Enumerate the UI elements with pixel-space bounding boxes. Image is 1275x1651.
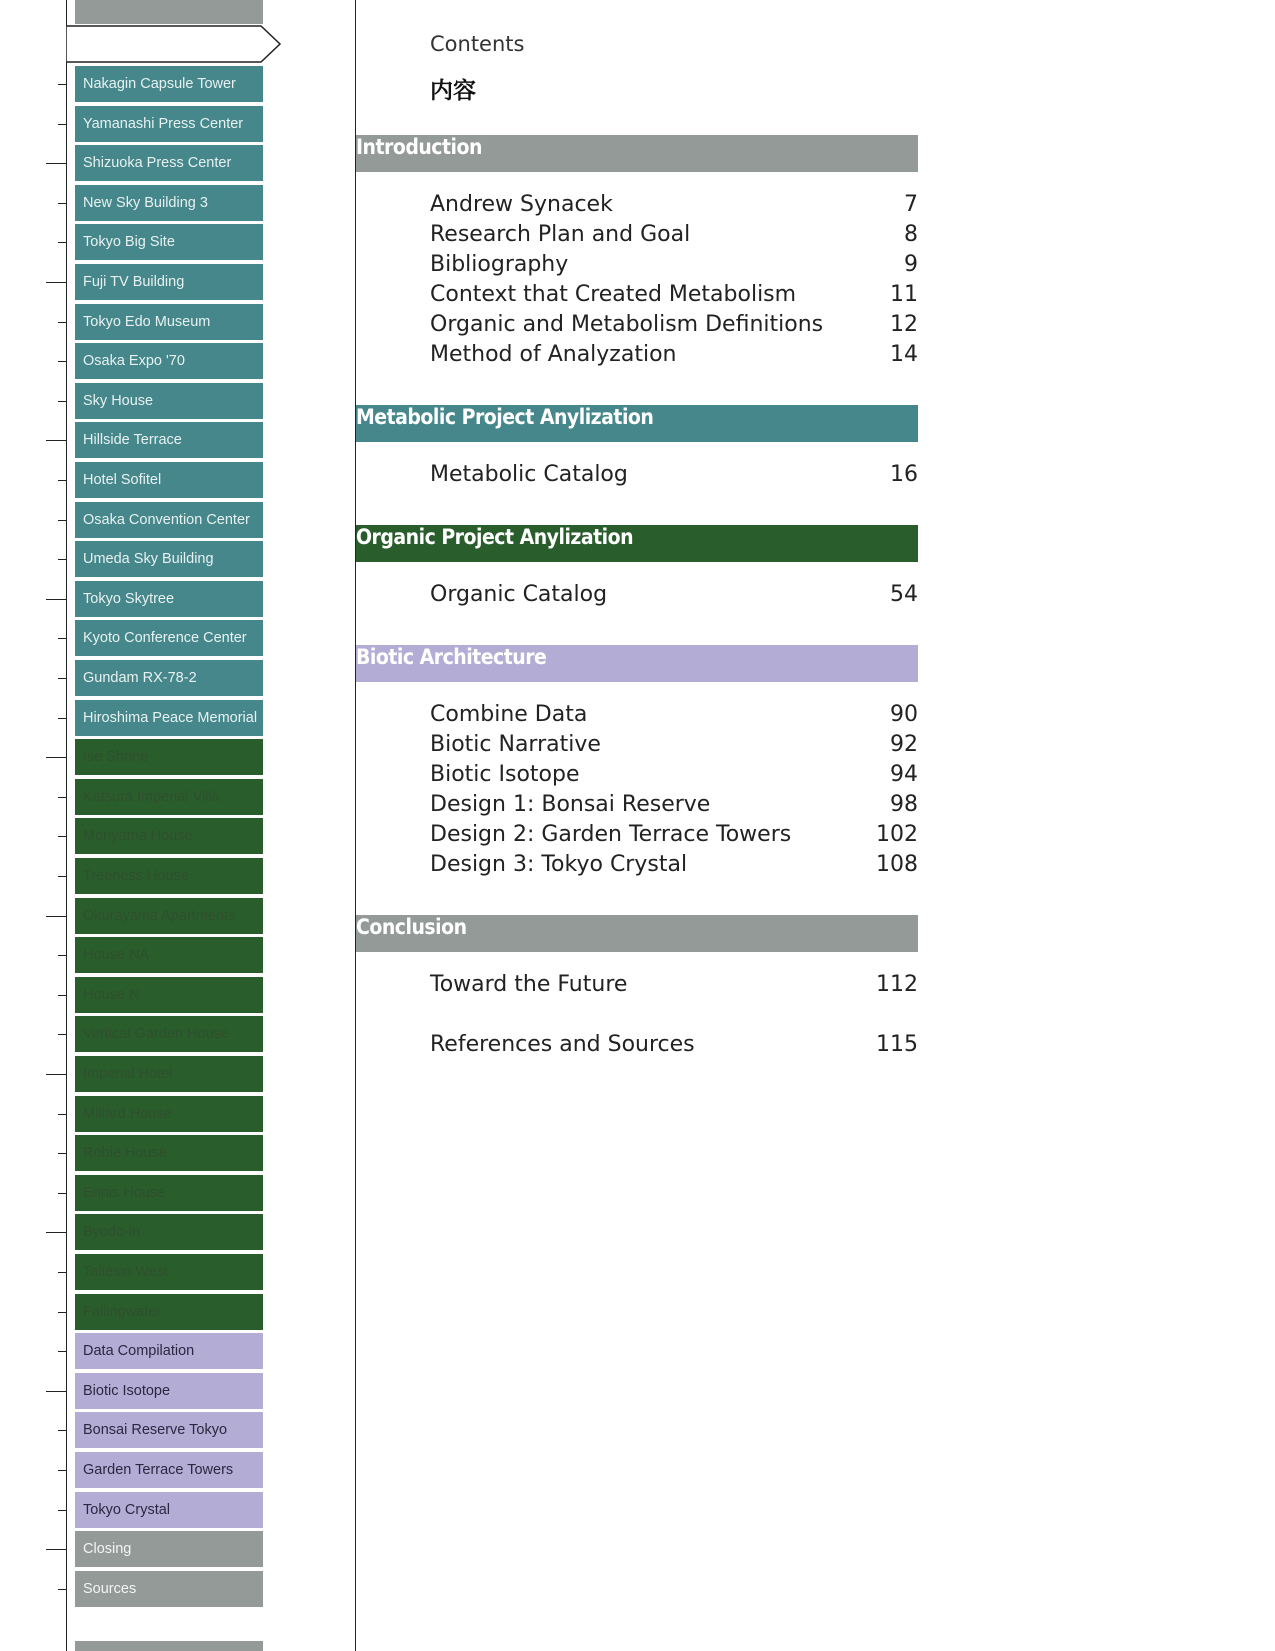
tab-tick-mark: [46, 757, 66, 758]
toc-entry-label: Bibliography: [430, 252, 569, 277]
toc-entry[interactable]: [430, 220, 918, 250]
tab-tick-mark: [58, 797, 66, 798]
toc-entry-page-number: 8: [904, 222, 918, 247]
tab-tick-mark: [58, 1034, 66, 1035]
tab-tick-mark: [58, 1272, 66, 1273]
tab-tick-mark: [58, 955, 66, 956]
toc-entry[interactable]: [430, 340, 918, 370]
section-heading-band: Metabolic Project Anylization: [356, 405, 918, 442]
toc-entry-page-number: 90: [890, 702, 918, 727]
tab-tick-mark: [58, 995, 66, 996]
tab-row: [0, 1016, 360, 1054]
sidebar-tab[interactable]: Tokyo Big Site: [75, 224, 263, 260]
sidebar-tab[interactable]: Yamanashi Press Center: [75, 106, 263, 142]
sidebar-tab[interactable]: Ise Shrine: [75, 739, 263, 775]
toc-entry-label: Organic and Metabolism Definitions: [430, 312, 824, 337]
tab-row: [0, 1412, 360, 1450]
sidebar-tab[interactable]: House NA: [75, 937, 263, 973]
tab-tick-mark: [58, 559, 66, 560]
toc-entry-page-number: 54: [890, 582, 918, 607]
tab-row: [0, 502, 360, 540]
toc-entry-label: References and Sources: [430, 1032, 695, 1057]
sidebar-tab[interactable]: Robie House: [75, 1135, 263, 1171]
toc-entry-page-number: 7: [904, 192, 918, 217]
tab-row: [0, 818, 360, 856]
sidebar-tab[interactable]: Nakagin Capsule Tower: [75, 66, 263, 102]
table-of-contents: [356, 0, 956, 1651]
sidebar-tab[interactable]: Hiroshima Peace Memorial: [75, 700, 263, 736]
tab-row: [0, 858, 360, 896]
sidebar-tab[interactable]: Garden Terrace Towers: [75, 1452, 263, 1488]
sidebar-tab[interactable]: House N: [75, 977, 263, 1013]
sidebar-tab[interactable]: Tokyo Edo Museum: [75, 304, 263, 340]
sidebar-tab[interactable]: Shizuoka Press Center: [75, 145, 263, 181]
tab-row: [0, 1452, 360, 1490]
tab-tick-mark: [58, 401, 66, 402]
section-heading-band: Conclusion: [356, 915, 918, 952]
tab-row: [0, 779, 360, 817]
toc-entry-page-number: 12: [890, 312, 918, 337]
tab-tick-mark: [58, 361, 66, 362]
toc-entry-page-number: 94: [890, 762, 918, 787]
tab-tick-mark: [46, 1232, 66, 1233]
tab-tick-mark: [58, 520, 66, 521]
tab-row: [0, 1492, 360, 1530]
toc-entry[interactable]: [430, 1030, 918, 1060]
tab-row: [0, 1214, 360, 1252]
tab-row: [0, 1096, 360, 1134]
tab-tick-mark: [58, 242, 66, 243]
tab-row: [0, 145, 360, 183]
tab-tick-mark: [58, 1470, 66, 1471]
tab-tick-mark: [58, 203, 66, 204]
sidebar-tab[interactable]: Treeness House: [75, 858, 263, 894]
tab-row: [0, 264, 360, 302]
tab-row: [0, 937, 360, 975]
toc-entry-label: Design 3: Tokyo Crystal: [430, 852, 688, 877]
tab-tick-mark: [58, 718, 66, 719]
tab-row: [0, 541, 360, 579]
tab-tick-mark: [46, 916, 66, 917]
section-tab-index: [0, 0, 360, 1651]
toc-entry-page-number: 9: [904, 252, 918, 277]
sidebar-tab[interactable]: Osaka Convention Center: [75, 502, 263, 538]
tab-row: [0, 66, 360, 104]
sidebar-tab[interactable]: Hotel Sofitel: [75, 462, 263, 498]
tab-tick-mark: [46, 440, 66, 441]
tab-row: [0, 581, 360, 619]
sidebar-tab[interactable]: Vertical Garden House: [75, 1016, 263, 1052]
toc-entry-page-number: 11: [890, 282, 918, 307]
tab-row: [0, 383, 360, 421]
tab-row: [0, 1135, 360, 1173]
sidebar-tab[interactable]: Okurayama Apartments: [75, 898, 263, 934]
tab-row: [0, 660, 360, 698]
toc-entry[interactable]: [430, 280, 918, 310]
toc-entry-page-number: 92: [890, 732, 918, 757]
tab-row: [0, 620, 360, 658]
tab-tick-mark: [58, 1153, 66, 1154]
toc-entry-label: Design 1: Bonsai Reserve: [430, 792, 711, 817]
bottom-tab[interactable]: [75, 1641, 263, 1651]
toc-entry[interactable]: [430, 970, 918, 1000]
tab-tick-mark: [58, 1589, 66, 1590]
toc-entry[interactable]: [430, 730, 918, 760]
toc-entry-label: Metabolic Catalog: [430, 462, 628, 487]
tab-tick-mark: [46, 599, 66, 600]
sidebar-tab[interactable]: Data Compilation: [75, 1333, 263, 1369]
tab-tick-mark: [58, 836, 66, 837]
sidebar-tab[interactable]: New Sky Building 3: [75, 185, 263, 221]
sidebar-tab[interactable]: Fallingwater: [75, 1294, 263, 1330]
tab-row: [0, 106, 360, 144]
tab-tick-mark: [58, 638, 66, 639]
sidebar-tab[interactable]: Imperial Hotel: [75, 1056, 263, 1092]
toc-entry-label: Andrew Synacek: [430, 192, 613, 217]
toc-entry-label: Design 2: Garden Terrace Towers: [430, 822, 792, 847]
toc-entry[interactable]: [430, 760, 918, 790]
toc-entry[interactable]: [430, 580, 918, 610]
toc-entry-label: Biotic Narrative: [430, 732, 601, 757]
tab-tick-mark: [58, 1114, 66, 1115]
sidebar-tab[interactable]: Sources: [75, 1571, 263, 1607]
tab-tick-mark: [46, 282, 66, 283]
tab-row: [0, 422, 360, 460]
tab-tick-mark: [46, 163, 66, 164]
tab-row: [0, 977, 360, 1015]
top-tab[interactable]: [75, 0, 263, 26]
tab-row: [0, 462, 360, 500]
tab-tick-mark: [58, 1312, 66, 1313]
toc-entry-label: Research Plan and Goal: [430, 222, 691, 247]
tab-row: [0, 224, 360, 262]
sidebar-tab[interactable]: Umeda Sky Building: [75, 541, 263, 577]
tab-tick-mark: [58, 322, 66, 323]
tab-row: [0, 1571, 360, 1609]
sidebar-tab[interactable]: Moriyama House: [75, 818, 263, 854]
toc-entry-label: Method of Analyzation: [430, 342, 677, 367]
sidebar-tab[interactable]: Ennis House: [75, 1175, 263, 1211]
tab-tick-mark: [46, 1074, 66, 1075]
tab-row: [0, 1254, 360, 1292]
toc-entry[interactable]: [430, 700, 918, 730]
tab-tick-mark: [58, 1510, 66, 1511]
sidebar-tab[interactable]: Byodo-in: [75, 1214, 263, 1250]
sidebar-tab[interactable]: Gundam RX-78-2: [75, 660, 263, 696]
toc-entry[interactable]: [430, 460, 918, 490]
sidebar-tab[interactable]: Kyoto Conference Center: [75, 620, 263, 656]
toc-entry-label: Combine Data: [430, 702, 588, 727]
toc-entry-label: Context that Created Metabolism: [430, 282, 797, 307]
toc-entry[interactable]: [430, 250, 918, 280]
toc-entry-page-number: 16: [890, 462, 918, 487]
tab-tick-mark: [58, 480, 66, 481]
tab-row: [0, 1373, 360, 1411]
tab-row: [0, 1294, 360, 1332]
section-heading-band: Organic Project Anylization: [356, 525, 918, 562]
tab-tick-mark: [46, 1549, 66, 1550]
tab-row: [0, 739, 360, 777]
sidebar-tab[interactable]: Closing: [75, 1531, 263, 1567]
sidebar-tab[interactable]: Osaka Expo '70: [75, 343, 263, 379]
tab-tick-mark: [58, 124, 66, 125]
tab-tick-mark: [58, 1430, 66, 1431]
toc-entry-page-number: 115: [876, 1032, 918, 1057]
tab-tick-mark: [58, 84, 66, 85]
current-page-arrow-tab: [66, 25, 282, 64]
toc-entry-label: Biotic Isotope: [430, 762, 580, 787]
toc-entry[interactable]: [430, 850, 918, 880]
contents-title: Contents: [430, 32, 525, 56]
tab-row: [0, 1056, 360, 1094]
tab-row: [0, 700, 360, 738]
tab-tick-mark: [58, 1351, 66, 1352]
section-heading-band: Biotic Architecture: [356, 645, 918, 682]
toc-entry-label: Toward the Future: [430, 972, 628, 997]
sidebar-tab[interactable]: Tokyo Skytree: [75, 581, 263, 617]
tab-tick-mark: [58, 678, 66, 679]
sidebar-tab[interactable]: Bonsai Reserve Tokyo: [75, 1412, 263, 1448]
toc-entry-page-number: 14: [890, 342, 918, 367]
toc-entry-page-number: 102: [876, 822, 918, 847]
toc-entry[interactable]: [430, 820, 918, 850]
section-heading-band: Introduction: [356, 135, 918, 172]
contents-title-chinese: 内容: [430, 78, 476, 104]
tab-tick-mark: [58, 1193, 66, 1194]
tab-row: [0, 343, 360, 381]
toc-entry[interactable]: [430, 310, 918, 340]
toc-entry[interactable]: [430, 790, 918, 820]
tab-row: [0, 898, 360, 936]
toc-entry-label: Organic Catalog: [430, 582, 608, 607]
sidebar-tab[interactable]: Katsura Imperial Villa: [75, 779, 263, 815]
toc-entry[interactable]: [430, 190, 918, 220]
tab-row: [0, 1175, 360, 1213]
tab-row: [0, 1333, 360, 1371]
toc-entry-page-number: 98: [890, 792, 918, 817]
sidebar-tab[interactable]: Tokyo Crystal: [75, 1492, 263, 1528]
sidebar-tab[interactable]: Sky House: [75, 383, 263, 419]
tab-tick-mark: [58, 876, 66, 877]
tab-row: [0, 185, 360, 223]
sidebar-tab[interactable]: Taliesin West: [75, 1254, 263, 1290]
toc-entry-page-number: 112: [876, 972, 918, 997]
sidebar-tab[interactable]: Biotic Isotope: [75, 1373, 263, 1409]
toc-entry-page-number: 108: [876, 852, 918, 877]
tab-row: [0, 304, 360, 342]
sidebar-tab[interactable]: Millard House: [75, 1096, 263, 1132]
sidebar-tab[interactable]: Fuji TV Building: [75, 264, 263, 300]
tab-tick-mark: [46, 1391, 66, 1392]
tab-row: [0, 1531, 360, 1569]
sidebar-tab[interactable]: Hillside Terrace: [75, 422, 263, 458]
